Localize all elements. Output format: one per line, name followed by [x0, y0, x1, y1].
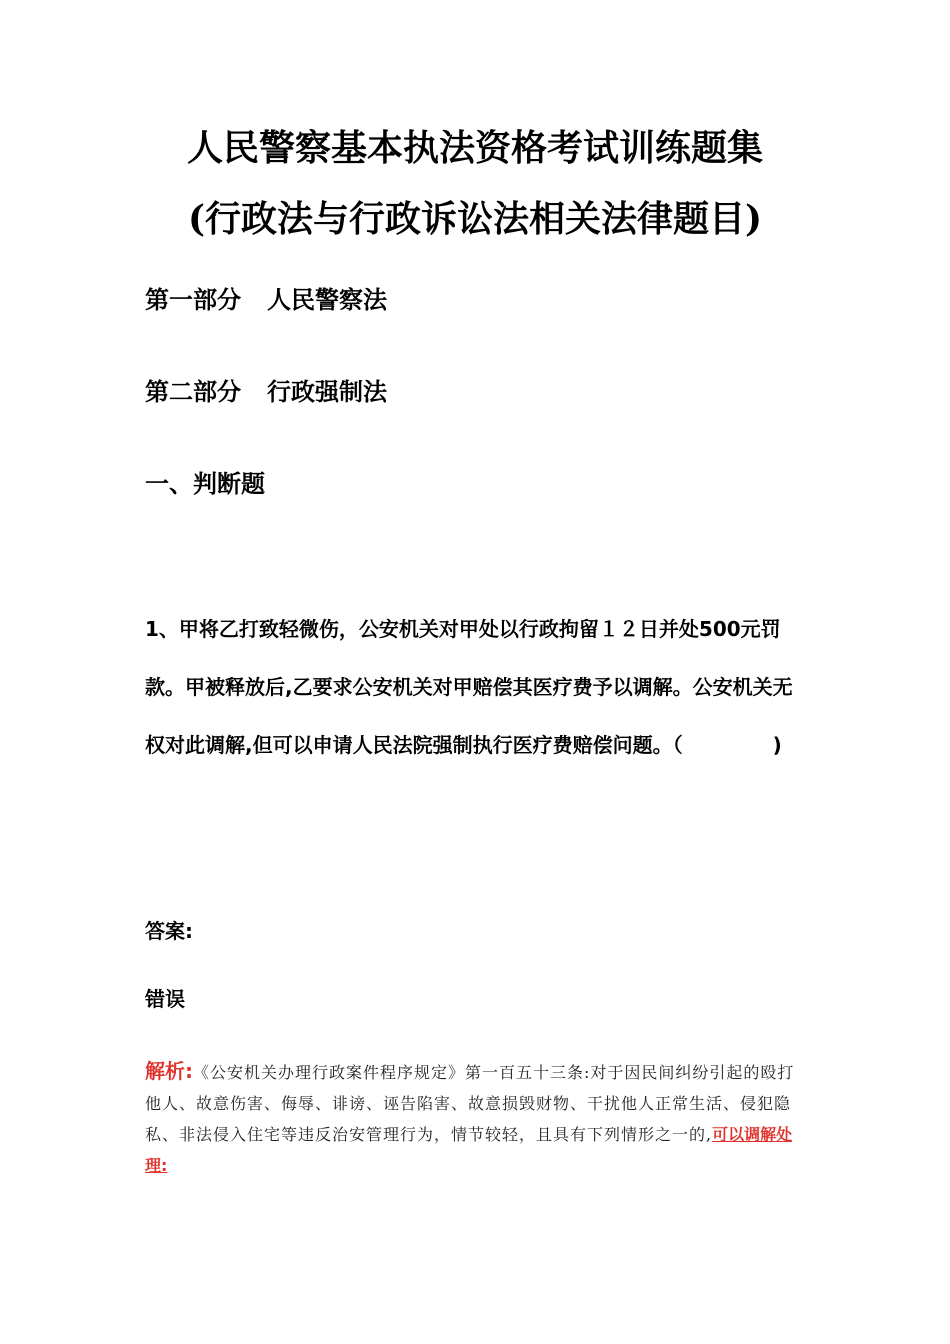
analysis-label: 解析:: [145, 1059, 193, 1083]
part-one-heading: [145, 284, 387, 316]
answer-label: 答案:: [145, 919, 193, 943]
question-close-paren: ): [772, 733, 782, 757]
part-two-heading: [145, 376, 387, 408]
document-title: 人民警察基本执法资格考试训练题集: [186, 127, 763, 169]
analysis-highlight: 可以调解处理:: [145, 1125, 793, 1175]
part-one-number: 第一部分: [145, 286, 241, 314]
part-two-number: 第二部分: [145, 378, 241, 406]
analysis-paragraph: [145, 1056, 810, 1181]
part-one-name: 人民警察法: [267, 286, 387, 314]
question-type-heading: 一、判断题: [145, 470, 265, 498]
document-subtitle: (行政法与行政诉讼法相关法律题目): [187, 198, 763, 240]
question-1: [145, 600, 810, 774]
analysis-text: 《公安机关办理行政案件程序规定》第一百五十三条:对于因民间纠纷引起的殴打他人、故意伤害、侮辱、诽谤、诬告陷害、故意损毁财物、干扰他人正常生活、侵犯隐私、非法侵入住宅等违反治安管理行为，情节较轻，且具有下列情形之一的,: [145, 1063, 795, 1144]
answer-value: 错误: [145, 987, 185, 1011]
part-two-name: 行政强制法: [267, 378, 387, 406]
question-text: 1、甲将乙打致轻微伤，公安机关对甲处以行政拘留１２日并处500元罚款。甲被释放后,乙要求公安机关对甲赔偿其医疗费予以调解。公安机关无权对此调解,但可以申请人民法院强制执行医疗费赔偿问题。（: [145, 617, 793, 757]
